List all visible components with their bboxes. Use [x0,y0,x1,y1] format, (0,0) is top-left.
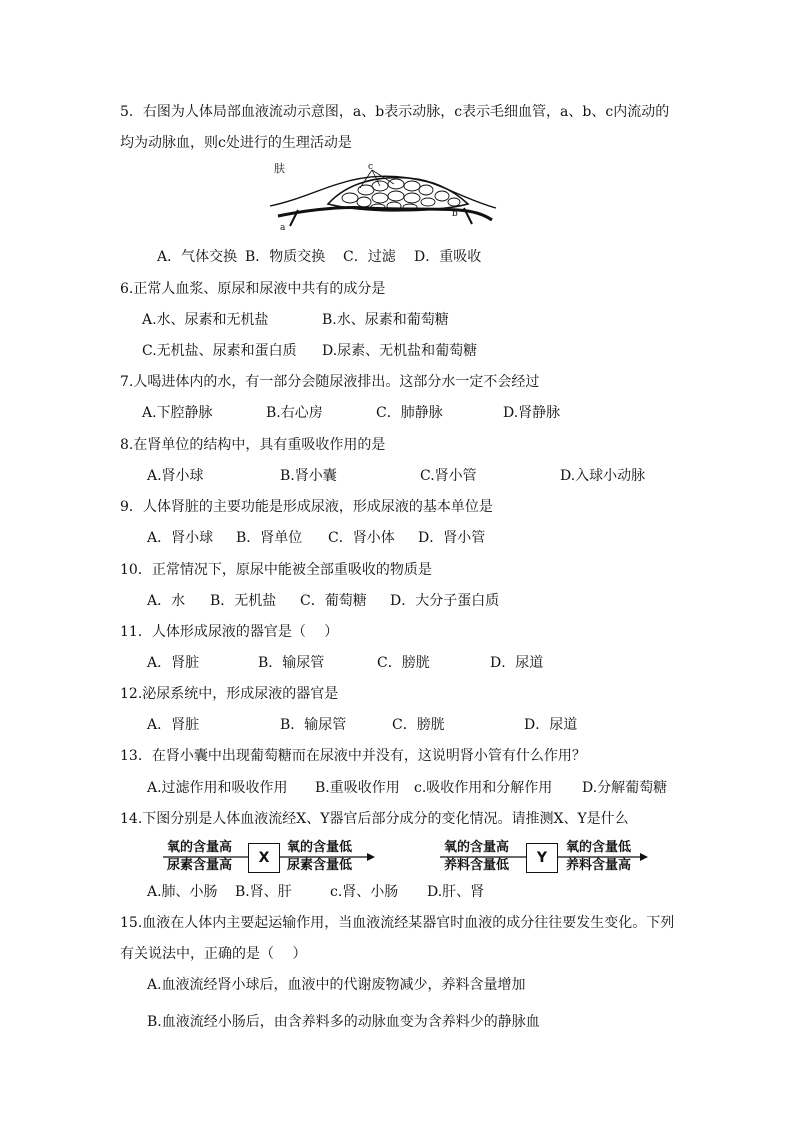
fig-label-c: c [368,162,374,172]
q13-option-a: A.过滤作用和吸收作用 [147,780,288,796]
q8-option-c: C.肾小管 [420,468,477,484]
q14-option-c: c.肾、小肠 [330,884,399,900]
q10-option-b: B．无机盐 [210,593,277,609]
q7-option-b: B.右心房 [266,405,323,421]
x-organ-box: X [248,843,280,873]
x-in-bottom: 尿素含量高 [167,858,233,873]
q15-stem-line2: 有关说法中，正确的是（ ） [120,946,307,962]
capillary-network-image [268,160,498,232]
q14-option-a: A.肺、小肠 [147,884,218,900]
q6-option-c: C.无机盐、尿素和蛋白质 [142,343,297,359]
y-in-bottom: 养料含量低 [444,858,510,873]
x-in-top: 氧的含量高 [167,840,233,855]
q6-option-a: A.水、尿素和无机盐 [142,312,269,328]
q6-stem: 6.正常人血浆、原尿和尿液中共有的成分是 [120,281,386,297]
q14-option-d: D.肝、肾 [427,884,485,900]
q15-option-b: B.血液流经小肠后，由含养料多的动脉血变为含养料少的静脉血 [147,1014,540,1030]
q14-option-b: B.肾、肝 [235,884,292,900]
q8-option-b: B.肾小囊 [280,468,337,484]
capillary-figure [268,160,498,232]
q13-option-d: D.分解葡萄糖 [582,780,668,796]
diagram-y [440,840,650,876]
x-out-top: 氧的含量低 [287,840,353,855]
q6-option-d: D.尿素、无机盐和葡萄糖 [322,343,478,359]
q7-option-c: C．肺静脉 [376,405,443,421]
y-in-top: 氧的含量高 [444,840,510,855]
y-organ-box: Y [526,843,558,873]
q5-option-d: D．重吸收 [414,249,482,265]
q5-option-c: C．过滤 [343,249,396,265]
x-arrows [163,840,378,876]
q13-stem: 13．在肾小囊中出现葡萄糖而在尿液中并没有，这说明肾小管有什么作用？ [120,748,586,764]
q11-option-a: A．肾脏 [147,655,200,671]
fig-label-top-left: 肤 [274,162,285,175]
q5-stem-line1: 5．右图为人体局部血液流动示意图，a、b表示动脉，c表示毛细血管，a、b、c内流动的 [120,104,670,120]
q11-option-b: B．输尿管 [258,655,325,671]
q12-stem: 12.泌尿系统中，形成尿液的器官是 [120,686,339,702]
q15-stem-line1: 15.血液在人体内主要起运输作用，当血液流经某器官时血液的成分往往要发生变化。下列 [120,915,675,931]
fig-label-b: b [452,209,458,219]
q10-option-a: A．水 [147,593,186,609]
q11-stem: 11．人体形成尿液的器官是（ ） [120,624,339,640]
q5-option-b: B．物质交换 [245,249,326,265]
q12-option-a: A．肾脏 [147,717,200,733]
q7-option-d: D.肾静脉 [503,405,561,421]
q8-option-d: D.入球小动脉 [560,468,646,484]
q5-stem-line2: 均为动脉血，则c处进行的生理活动是 [120,135,352,151]
q10-option-c: C．葡萄糖 [300,593,367,609]
q13-option-b: B.重吸收作用 [315,780,400,796]
q10-option-d: D．大分子蛋白质 [390,593,500,609]
q7-stem: 7.人喝进体内的水，有一部分会随尿液排出。这部分水一定不会经过 [120,374,540,390]
q9-option-c: C．肾小体 [328,530,395,546]
q10-stem: 10．正常情况下，原尿中能被全部重吸收的物质是 [120,562,432,578]
q13-option-c: c.吸收作用和分解作用 [414,780,553,796]
q7-option-a: A.下腔静脉 [142,405,213,421]
q8-stem: 8.在肾单位的结构中，具有重吸收作用的是 [120,437,386,453]
q12-option-b: B．输尿管 [280,717,347,733]
q9-option-a: A．肾小球 [147,530,214,546]
y-out-bottom: 养料含量高 [566,858,632,873]
q9-option-b: B．肾单位 [236,530,303,546]
q12-option-d: D．尿道 [524,717,578,733]
q15-option-a: A.血液流经肾小球后，血液中的代谢废物减少，养料含量增加 [147,977,526,993]
x-out-bottom: 尿素含量低 [287,858,353,873]
q14-stem: 14.下图分别是人体血液流经X、Y器官后部分成分的变化情况。请推测X、Y是什么 [120,811,629,827]
q11-option-c: C．膀胱 [377,655,430,671]
y-out-top: 氧的含量低 [566,840,632,855]
q12-option-c: C．膀胱 [392,717,445,733]
q11-option-d: D．尿道 [490,655,544,671]
diagram-x [163,840,378,876]
q6-option-b: B.水、尿素和葡萄糖 [322,312,449,328]
q5-option-a: A．气体交换 [157,249,238,265]
q8-option-a: A.肾小球 [147,468,204,484]
q9-option-d: D．肾小管 [418,530,486,546]
q9-stem: 9．人体肾脏的主要功能是形成尿液，形成尿液的基本单位是 [120,499,493,515]
y-arrows [440,840,650,876]
fig-label-a: a [280,223,286,232]
